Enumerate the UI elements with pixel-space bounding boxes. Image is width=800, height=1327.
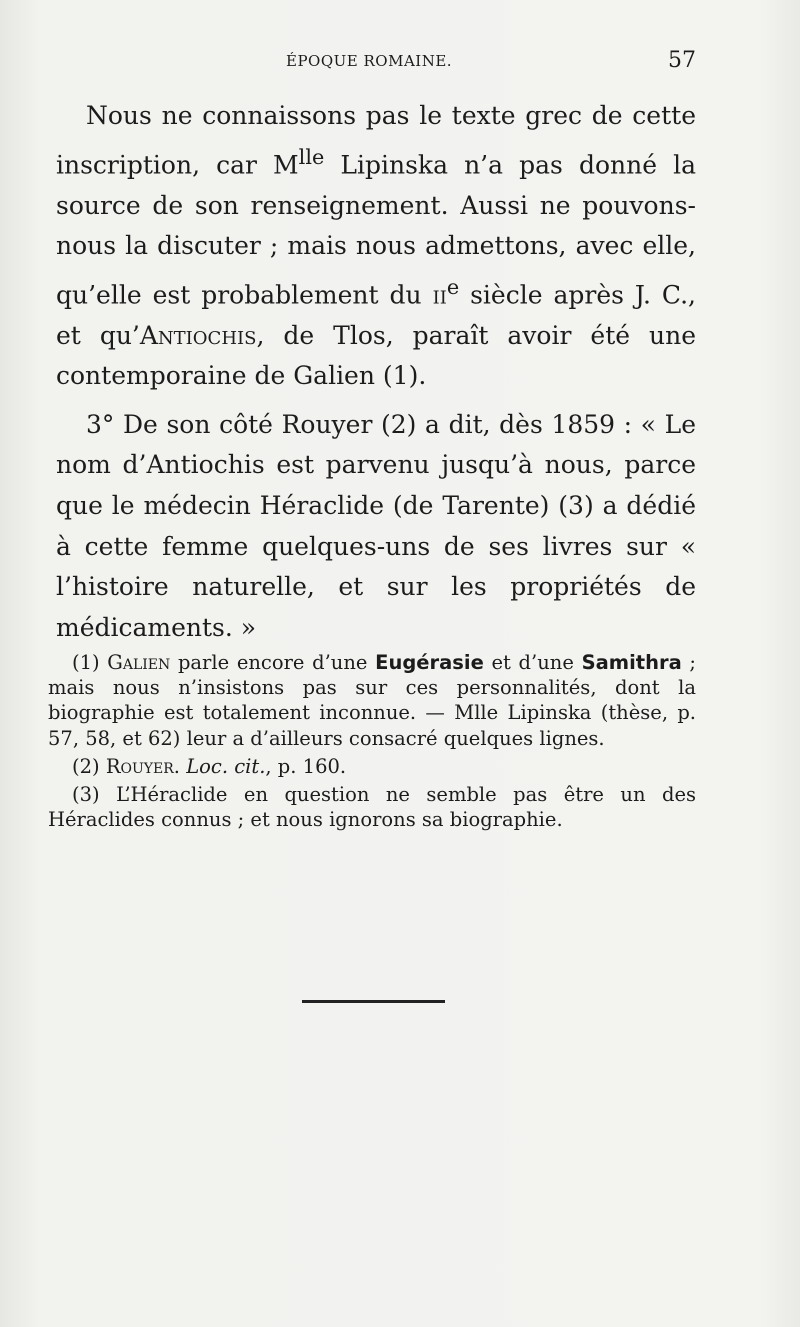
text-run: siècle après J. C., et qu’ bbox=[56, 280, 696, 350]
paragraph-1 bbox=[56, 96, 696, 397]
page-header bbox=[56, 48, 696, 78]
footnote-3: (3) L’Héraclide en question ne semble pas être un des Héraclides connus ; et nous ignorons sa biographie. bbox=[48, 783, 696, 832]
century-numeral: ii bbox=[432, 280, 447, 310]
text-run: , p. 160. bbox=[265, 754, 347, 778]
running-head: ÉPOQUE ROMAINE. bbox=[286, 52, 453, 70]
body-text bbox=[56, 96, 696, 648]
name-small-caps: Antiochis bbox=[139, 320, 257, 350]
author-small-caps: Galien bbox=[107, 651, 171, 674]
text-run: . bbox=[173, 754, 187, 778]
text-run: ; mais nous n’insistons pas sur ces personnalités, dont la biographie est totalement inconnue. — Mlle Lipinska (thèse, p. 57, 58, et 62) leur a d’ailleurs consacré quelques lignes. bbox=[48, 651, 696, 750]
end-rule bbox=[302, 1000, 445, 1003]
text-run: , de Tlos, paraît avoir été une contemporaine de Galien (1). bbox=[56, 320, 697, 391]
bold-name: Eugérasie bbox=[375, 651, 484, 674]
page-number: 57 bbox=[668, 48, 696, 73]
footnote-marker: (1) bbox=[72, 651, 108, 674]
text-run: parle encore d’une bbox=[170, 651, 376, 674]
author-small-caps: Rouyer bbox=[105, 754, 174, 778]
footnotes bbox=[48, 650, 696, 835]
footnote-marker: (2) bbox=[72, 754, 106, 778]
italic-citation: Loc. cit. bbox=[186, 754, 266, 778]
footnote-1 bbox=[48, 650, 696, 751]
text-run: et d’une bbox=[483, 651, 582, 674]
paragraph-2: 3° De son côté Rouyer (2) a dit, dès 1859 : « Le nom d’Antiochis est parvenu jusqu’à nous, parce que le médecin Héraclide (de Tarente) (3) a dédié à cette femme quelques-uns de ses livres sur « l’histoire naturelle, et sur les propriétés de médicaments. » bbox=[56, 409, 696, 642]
bold-name: Samithra bbox=[581, 651, 682, 674]
superscript: lle bbox=[298, 144, 325, 169]
text-run: Nous ne connaissons pas le texte grec de cette inscription, car M bbox=[56, 101, 696, 179]
text-run: Lipinska n’a pas donné la source de son renseignement. Aussi ne pouvons-nous la discuter ; mais nous admettons, avec elle, qu’elle est probablement du bbox=[56, 149, 696, 310]
superscript: e bbox=[446, 274, 460, 299]
footnote-2 bbox=[48, 754, 696, 779]
